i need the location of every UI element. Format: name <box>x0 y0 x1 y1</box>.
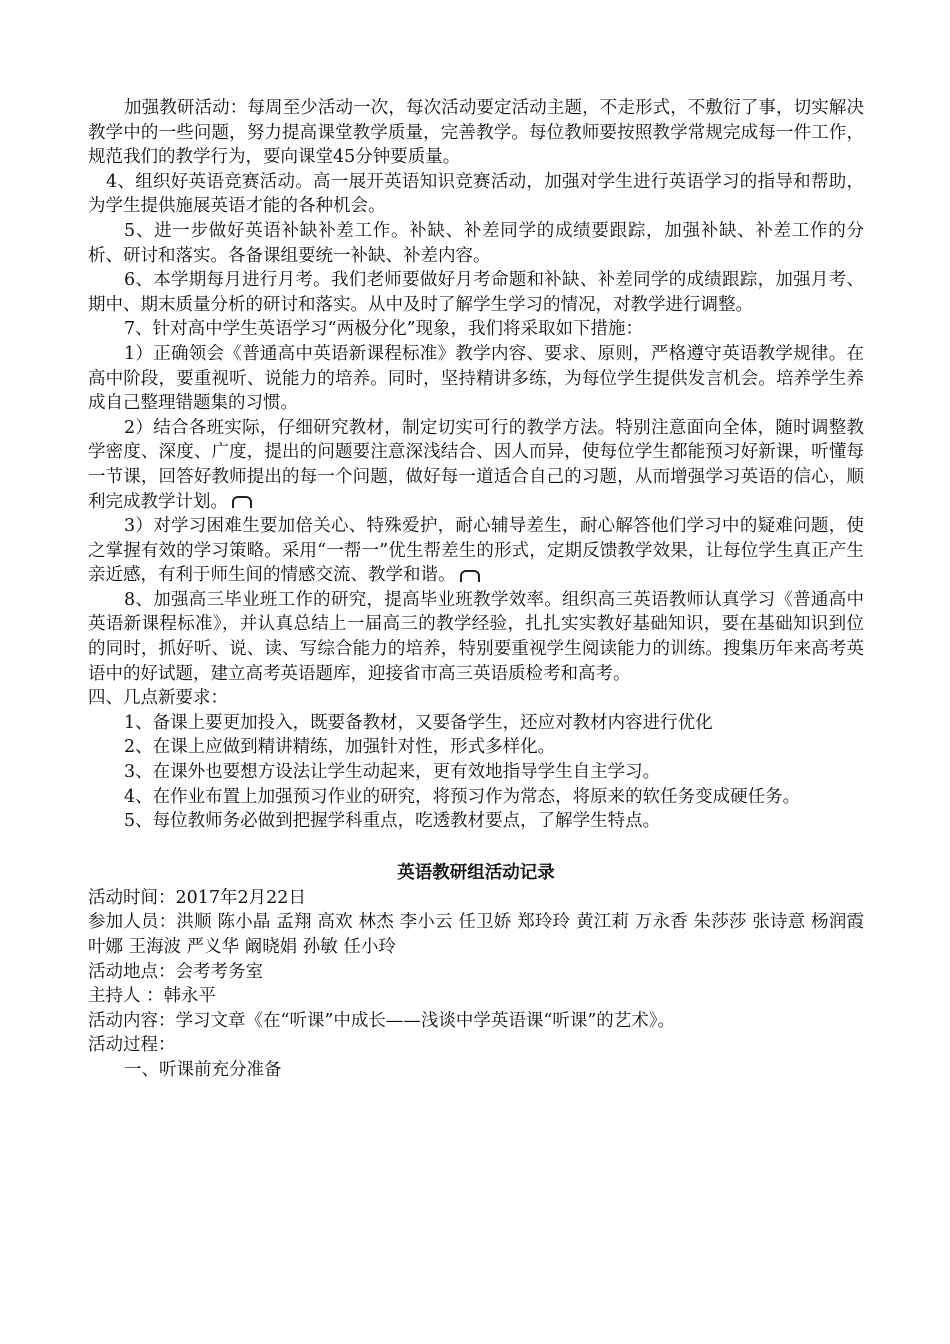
record-line-text: 一、听课前充分准备 <box>124 1059 282 1080</box>
paragraph-13 <box>88 785 864 810</box>
record-line-0 <box>88 886 864 911</box>
paragraph-text: 四、几点新要求： <box>88 688 228 709</box>
record-line-text: 参加人员：洪顺 陈小晶 孟翔 高欢 林杰 李小云 任卫娇 郑玲玲 黄江莉 万永香 朱莎莎 张诗意 杨润霞 叶娜 王海波 严义华 阚晓娟 孙敏 任小玲 <box>88 912 864 957</box>
section-gap <box>88 834 864 860</box>
paragraph-0 <box>88 96 864 170</box>
paragraph-text: 7、针对高中学生英语学习“两极分化”现象，我们将采取如下措施： <box>124 319 644 340</box>
paragraph-text: 8、加强高三毕业班工作的研究，提高毕业班教学效率。组织高三英语教师认真学习《普通高中英语新课程标准》，并认真总结上一届高三的教学经验，扎扎实实教好基础知识，要在基础知识到位的同时，抓好听、说、读、写综合能力的培养，特别要重视学生阅读能力的训练。搜集历年来高考英语中的好试题，建立高考英语题库，迎接省市高三英语质检考和高考。 <box>88 589 864 684</box>
paragraph-11 <box>88 735 864 760</box>
edit-mark-icon <box>460 570 480 582</box>
paragraph-text: 5、进一步做好英语补缺补差工作。补缺、补差同学的成绩要跟踪，加强补缺、补差工作的分析、研讨和落实。各备课组要统一补缺、补差内容。 <box>88 220 864 266</box>
record-line-4 <box>88 1009 864 1034</box>
paragraph-3 <box>88 268 864 317</box>
paragraph-text: 2）结合各班实际，仔细研究教材，制定切实可行的教学方法。特别注意面向全体，随时调整教学密度、深度、广度，提出的问题要注意深浅结合、因人而异，使每位学生都能预习好新课，听懂每一节课，回答好教师提出的每一个问题，做好每一道适合自己的习题，从而增强学习英语的信心，顺利完成教学计划。 <box>88 417 864 512</box>
paragraph-5 <box>88 342 864 416</box>
paragraph-1 <box>88 170 864 219</box>
paragraph-text: 2、在课上应做到精讲精练，加强针对性，形式多样化。 <box>124 737 556 758</box>
record-line-5 <box>88 1033 864 1058</box>
record-line-text: 活动地点：会考考务室 <box>88 961 263 982</box>
record-line-6 <box>88 1058 864 1083</box>
record-line-text: 活动时间：2017年2月22日 <box>88 887 306 908</box>
record-line-3 <box>88 984 864 1009</box>
plan-section <box>88 96 864 834</box>
paragraph-text: 3）对学习困难生要加倍关心、特殊爱护，耐心辅导差生，耐心解答他们学习中的疑难问题，使之掌握有效的学习策略。采用“一帮一”优生帮差生的形式，定期反馈教学效果，让每位学生真正产生亲近感，有利于师生间的情感交流、教学和谐。 <box>88 516 864 586</box>
paragraph-12 <box>88 760 864 785</box>
paragraph-text: 加强教研活动：每周至少活动一次，每次活动要定活动主题，不走形式，不敷衍了事，切实解决教学中的一些问题，努力提高课堂教学质量，完善教学。每位教师要按照教学常规完成每一件工作，规范我们的教学行为，要向课堂45分钟要质量。 <box>88 98 864 168</box>
paragraph-10 <box>88 711 864 736</box>
paragraph-text: 4、组织好英语竞赛活动。高一展开英语知识竞赛活动，加强对学生进行英语学习的指导和帮助，为学生提供施展英语才能的各种机会。 <box>88 171 864 217</box>
paragraph-14 <box>88 809 864 834</box>
paragraph-text: 1）正确领会《普通高中英语新课程标准》教学内容、要求、原则，严格遵守英语教学规律。在高中阶段，要重视听、说能力的培养。同时，坚持精讲多练，为每位学生提供发言机会。培养学生养成自己整理错题集的习惯。 <box>88 343 864 414</box>
record-line-text: 活动过程： <box>88 1035 176 1056</box>
record-line-text: 主持人 ：韩永平 <box>88 986 217 1007</box>
edit-mark-icon <box>232 496 252 508</box>
paragraph-text: 4、在作业布置上加强预习作业的研究，将预习作为常态，将原来的软任务变成硬任务。 <box>124 786 801 807</box>
record-line-text: 活动内容：学习文章《在“听课”中成长——浅谈中学英语课“听课”的艺术》。 <box>88 1010 676 1031</box>
paragraph-6 <box>88 416 864 514</box>
record-section <box>88 886 864 1083</box>
paragraph-8 <box>88 588 864 686</box>
paragraph-2 <box>88 219 864 268</box>
paragraph-text: 3、在课外也要想方设法让学生动起来，更有效地指导学生自主学习。 <box>124 762 661 783</box>
record-line-2 <box>88 960 864 985</box>
paragraph-text: 5、每位教师务必做到把握学科重点，吃透教材要点，了解学生特点。 <box>124 811 661 832</box>
record-title: 英语教研组活动记录 <box>397 862 555 883</box>
paragraph-7 <box>88 514 864 588</box>
record-line-1 <box>88 910 864 959</box>
paragraph-text: 6、本学期每月进行月考。我们老师要做好月考命题和补缺、补差同学的成绩跟踪，加强月考、期中、期末质量分析的研讨和落实。从中及时了解学生学习的情况，对教学进行调整。 <box>88 270 864 315</box>
paragraph-text: 1、备课上要更加投入，既要备教材，又要备学生，还应对教材内容进行优化 <box>124 712 713 733</box>
document-page <box>88 96 864 1083</box>
paragraph-9 <box>88 686 864 711</box>
paragraph-4 <box>88 317 864 342</box>
